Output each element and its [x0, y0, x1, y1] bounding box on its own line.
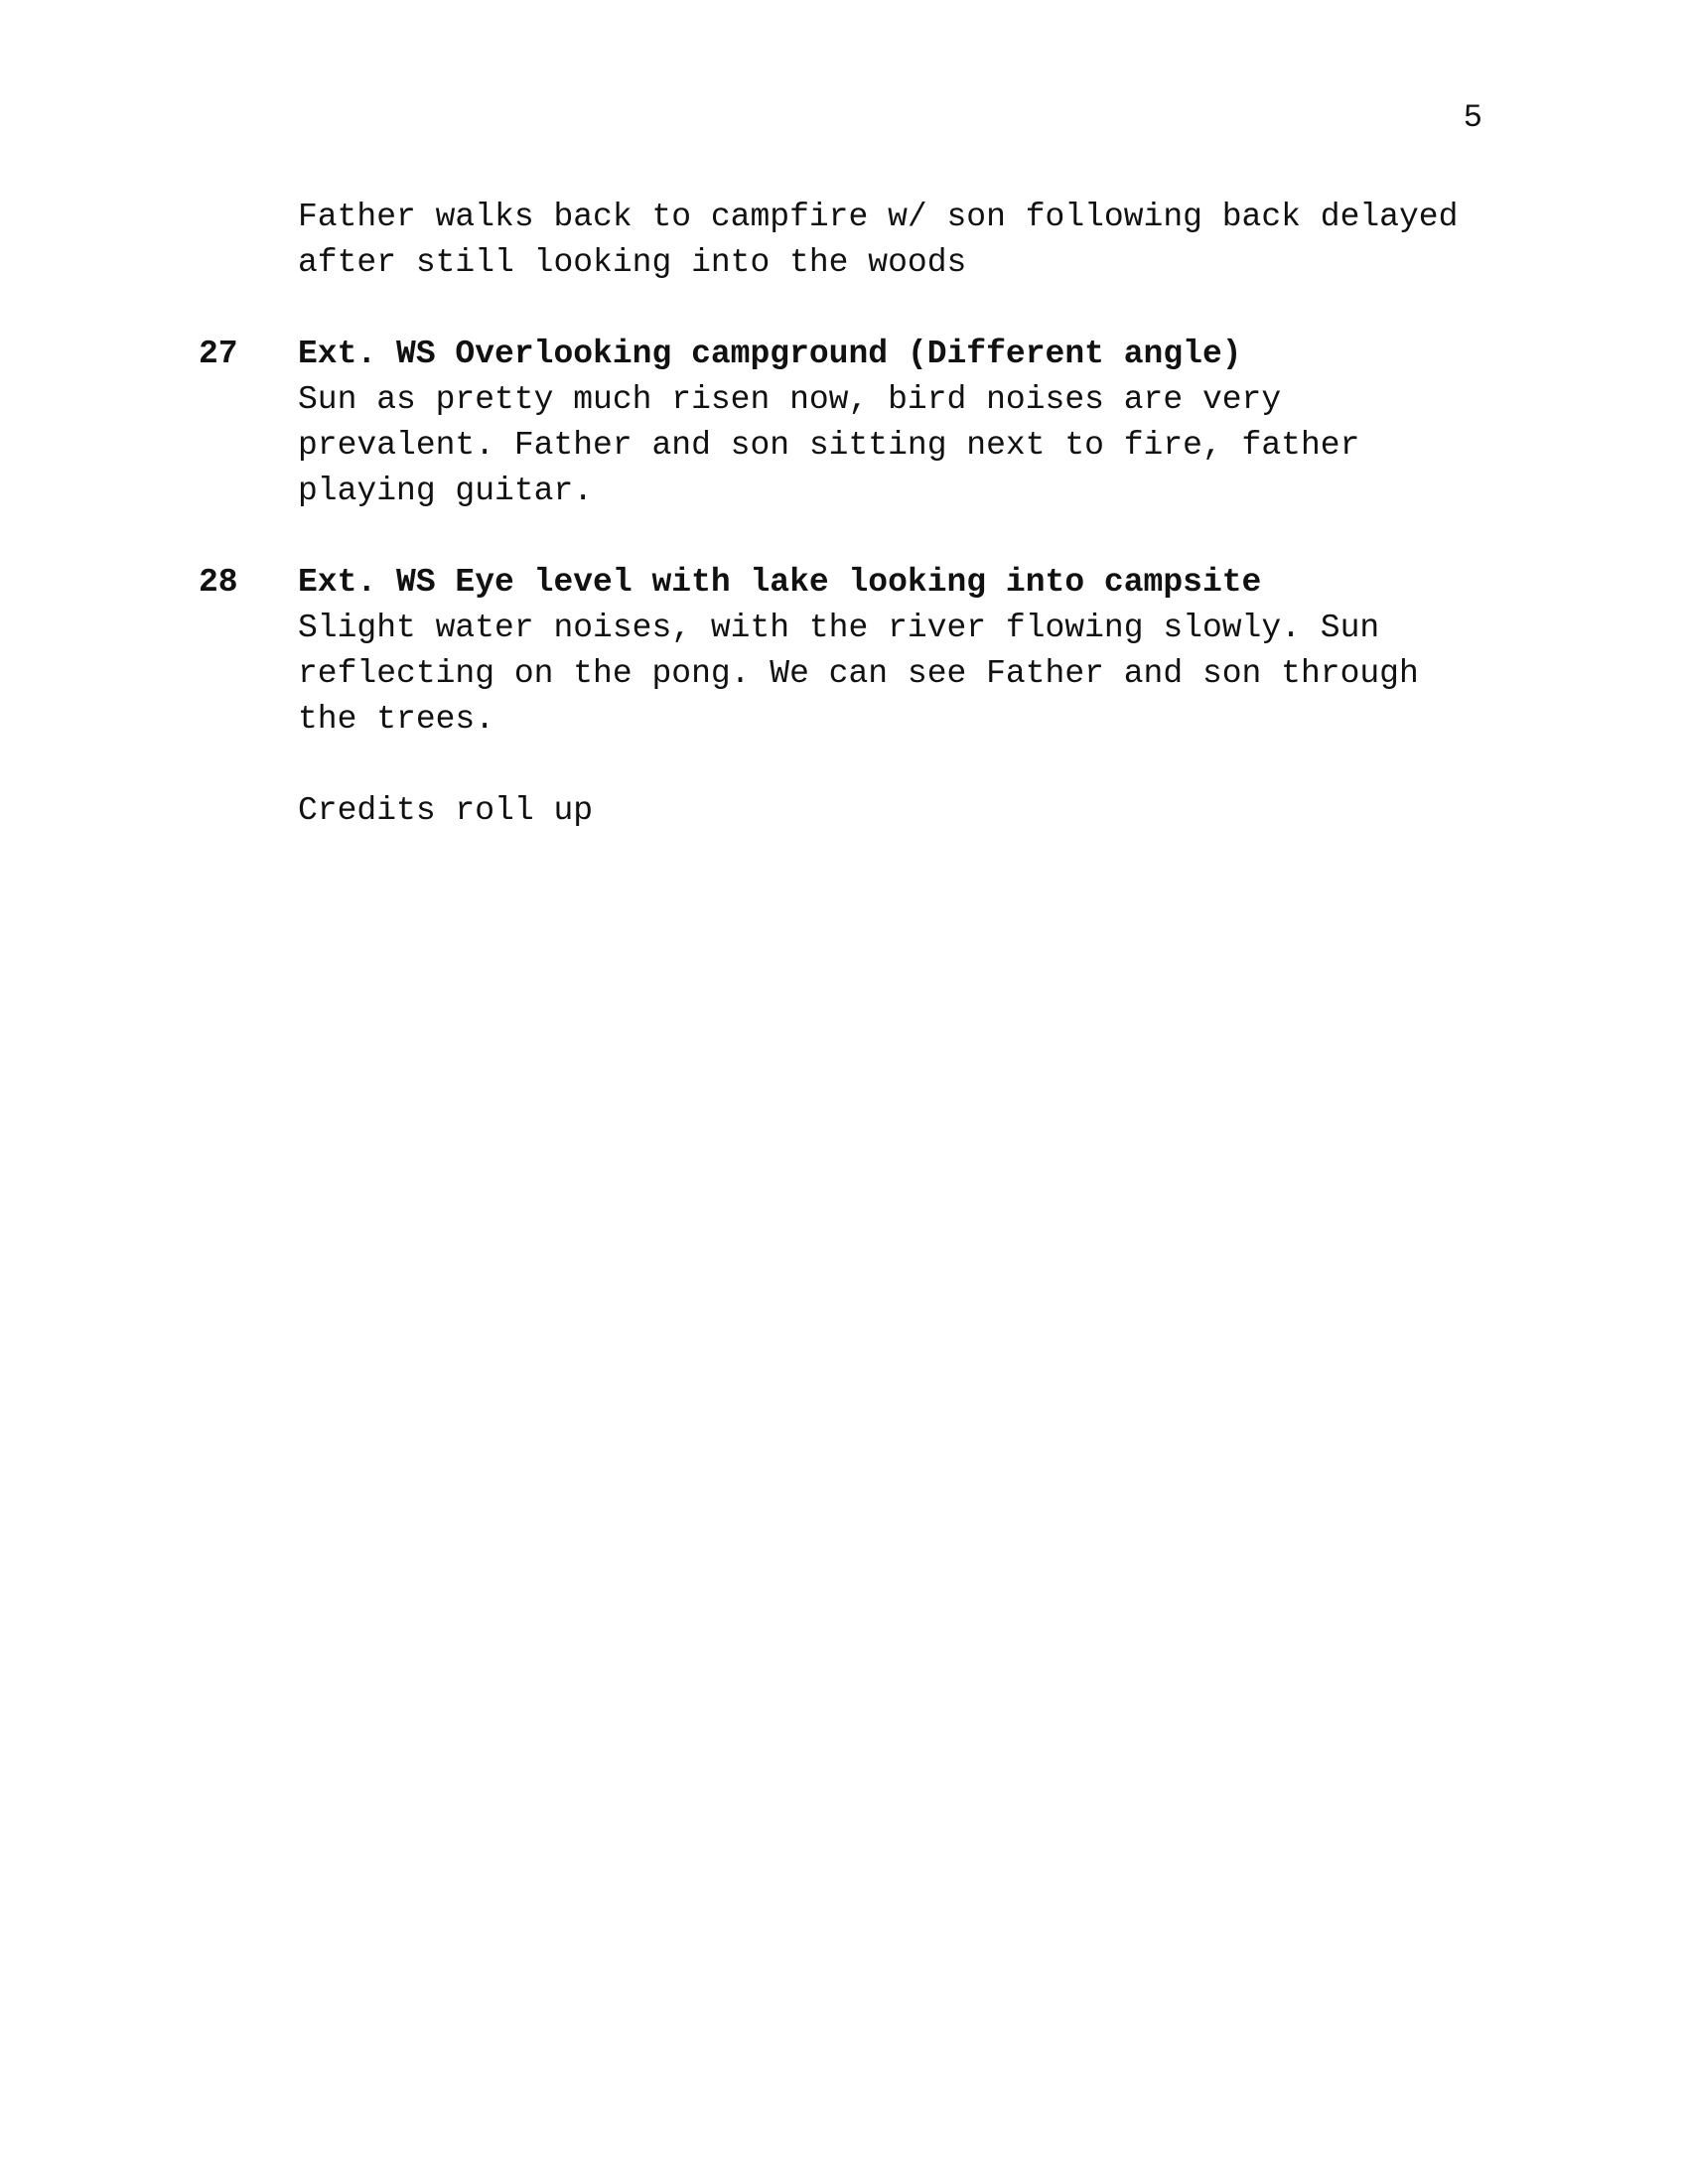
scene-text: [298, 332, 1489, 514]
closing-line: Credits roll up: [298, 792, 594, 829]
closing-text-col: [298, 788, 1489, 834]
script-body: [0, 195, 1688, 880]
action-text: [298, 195, 1489, 286]
action-line: after still looking into the woods: [298, 244, 967, 281]
action-line: prevalent. Father and son sitting next to fire, father: [298, 427, 1360, 464]
closing-block: [0, 788, 1688, 834]
action-line: playing guitar.: [298, 473, 594, 509]
action-line: Father walks back to campfire w/ son following back delayed: [298, 199, 1459, 235]
scene-27: [0, 332, 1688, 514]
action-block-intro: [0, 195, 1688, 286]
action-line: the trees.: [298, 701, 495, 738]
page-number: 5: [1463, 99, 1482, 136]
scene-heading: Ext. WS Eye level with lake looking into campsite: [298, 564, 1262, 601]
scene-number: 27: [199, 336, 238, 372]
scene-text: [298, 560, 1489, 743]
scene-heading: Ext. WS Overlooking campground (Different angle): [298, 336, 1242, 372]
scene-number: 28: [199, 564, 238, 601]
action-line: Sun as pretty much risen now, bird noises are very: [298, 381, 1282, 418]
action-line: Slight water noises, with the river flowing slowly. Sun: [298, 610, 1380, 646]
scene-28: [0, 560, 1688, 743]
action-line: reflecting on the pong. We can see Father and son through: [298, 655, 1419, 692]
